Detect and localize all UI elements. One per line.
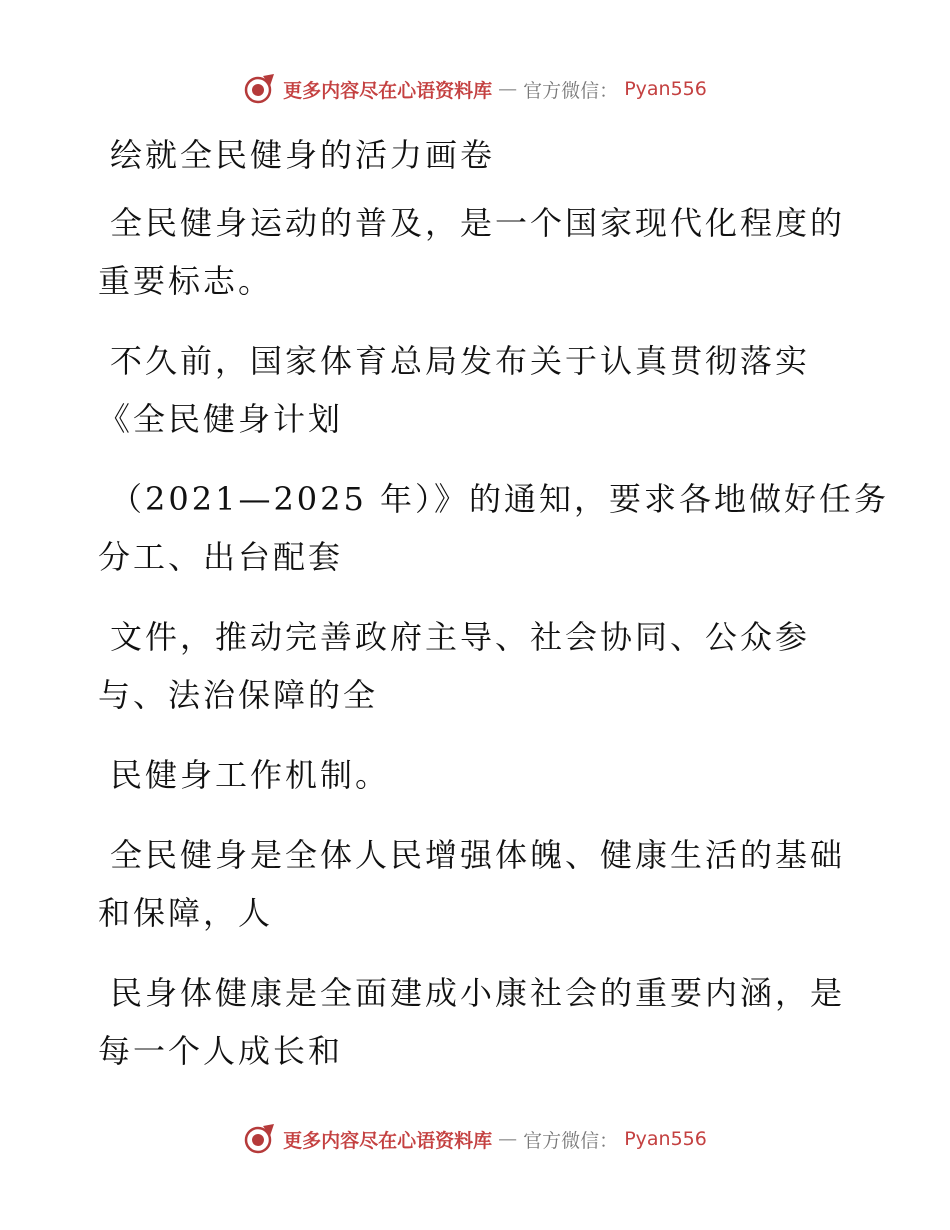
watermark-wechat-label: 官方微信： [523, 79, 619, 102]
paragraph [98, 470, 890, 586]
paragraph-line: 民健身工作机制。 [110, 756, 391, 794]
document-title [98, 126, 858, 184]
paragraph-line: 与、法治保障的全 [98, 676, 379, 714]
paragraph-line: 重要标志。 [98, 262, 274, 300]
paragraph-line: 民身体健康是全面建成小康社会的重要内涵，是 [110, 974, 846, 1012]
header-watermark [0, 72, 950, 106]
title-text: 绘就全民健身的活力画卷 [110, 136, 496, 174]
paragraph-line: 文件，推动完善政府主导、社会协同、公众参 [110, 618, 811, 656]
paragraph [98, 194, 858, 310]
paragraph-line: 不久前，国家体育总局发布关于认真贯彻落实 [110, 342, 811, 380]
paragraph-line: 《全民健身计划 [98, 400, 344, 438]
footer-watermark [0, 1122, 950, 1156]
watermark-main-text: 更多内容尽在心语资料库 [283, 79, 493, 102]
paragraph-line: （2021—2025 年）》的通知，要求各地做好任务 [110, 480, 890, 518]
paragraph-line: 和保障，人 [98, 894, 274, 932]
watermark-main-text: 更多内容尽在心语资料库 [283, 1129, 493, 1152]
paragraph-line: 分工、出台配套 [98, 538, 344, 576]
paragraph [98, 746, 858, 804]
watermark-wechat-id: Pyan556 [624, 1128, 707, 1150]
paragraph-line: 全民健身是全体人民增强体魄、健康生活的基础 [110, 836, 846, 874]
paragraph-line: 全民健身运动的普及，是一个国家现代化程度的 [110, 204, 846, 242]
watermark-dash: — [498, 1128, 518, 1150]
paragraph-line: 每一个人成长和 [98, 1032, 344, 1070]
paragraph [98, 608, 858, 724]
document-body [98, 126, 890, 1102]
paragraph [98, 332, 858, 448]
paragraph [98, 964, 858, 1080]
pen-seal-icon [243, 72, 277, 106]
watermark-dash: — [498, 78, 518, 100]
watermark-wechat-label: 官方微信： [523, 1129, 619, 1152]
watermark-wechat-id: Pyan556 [624, 78, 707, 100]
pen-seal-icon [243, 1122, 277, 1156]
paragraph [98, 826, 858, 942]
